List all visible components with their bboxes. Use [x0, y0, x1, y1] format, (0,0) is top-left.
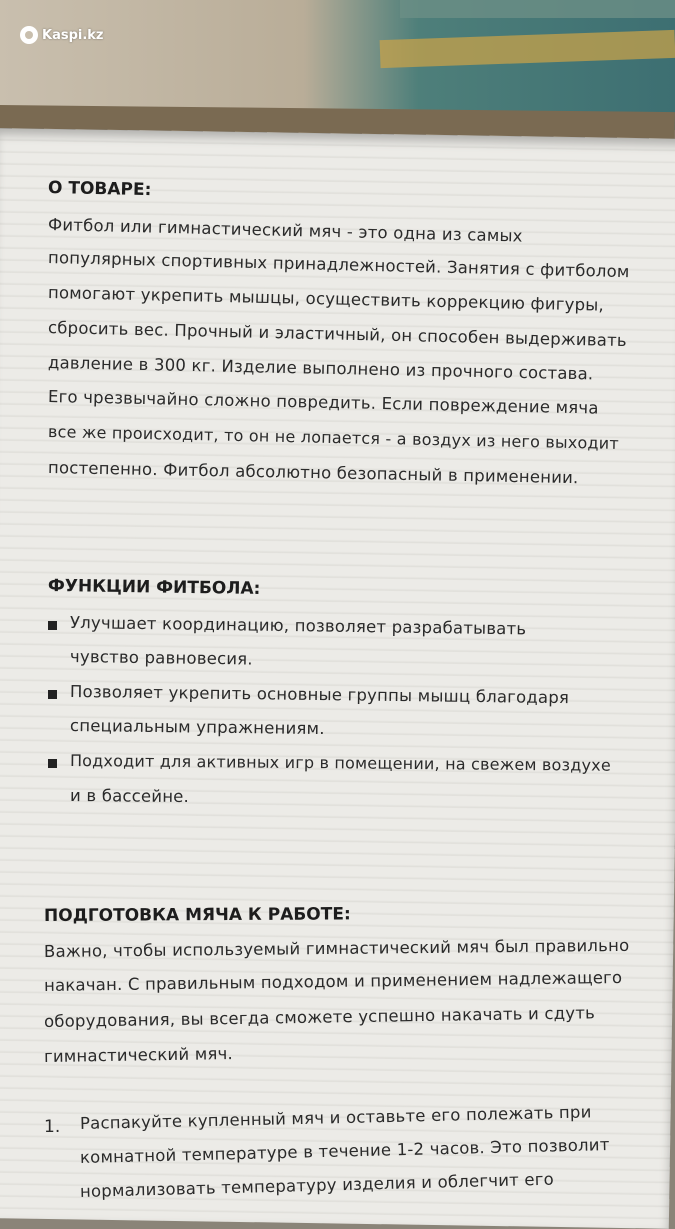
about-line-6: Его чрезвычайно сложно повредить. Если повреждение мяча	[47, 387, 599, 418]
about-line-5: давление в 300 кг. Изделие выполнено из прочного состава.	[47, 353, 594, 384]
about-line-2: популярных спортивных принадлежностей. Занятия с фитболом	[47, 248, 630, 282]
function-3-line-2: и в бассейне.	[69, 786, 190, 807]
bullet-2-icon	[48, 690, 57, 699]
bullet-1-icon	[48, 621, 57, 630]
function-3-line-1: Подходит для активных игр в помещении, на свежем воздухе	[69, 751, 612, 775]
functions-heading: ФУНКЦИИ ФИТБОЛА:	[47, 576, 261, 599]
function-1-line-2: чувство равновесия.	[69, 647, 253, 669]
step-1-line-1: Распакуйте купленный мяч и оставьте его полежать при	[79, 1102, 592, 1133]
step-1-number: 1.	[44, 1117, 61, 1137]
preparation-line-4: гимнастический мяч.	[43, 1044, 234, 1066]
watermark-text: Kaspi.kz	[42, 27, 104, 43]
function-1-line-1: Улучшает координацию, позволяет разрабатывать	[69, 613, 527, 639]
about-line-8: постепенно. Фитбол абсолютно безопасный в применении.	[47, 458, 579, 488]
function-2-line-2: специальным упражнениям.	[69, 716, 325, 739]
about-line-4: сбросить вес. Прочный и эластичный, он способен выдерживать	[47, 318, 628, 351]
about-line-3: помогают укрепить мышцы, осуществить коррекцию фигуры,	[47, 283, 605, 315]
step-1-line-2: комнатной температуре в течение 1-2 часов. Это позволит	[79, 1135, 610, 1167]
function-2-line-1: Позволяет укрепить основные группы мышц благодаря	[69, 682, 570, 708]
about-line-7: все же происходит, то он не лопается - а воздух из него выходит	[47, 422, 620, 453]
preparation-heading: ПОДГОТОВКА МЯЧА К РАБОТЕ:	[43, 904, 351, 926]
preparation-line-2: накачан. С правильным подходом и применением надлежащего	[43, 967, 623, 995]
preparation-line-1: Важно, чтобы используемый гимнастический мяч был правильно	[43, 935, 630, 961]
step-1-line-3: нормализовать температуру изделия и облегчит его	[79, 1169, 555, 1201]
bullet-3-icon	[48, 759, 57, 768]
about-line-1: Фитбол или гимнастический мяч - это одна из самых	[47, 215, 523, 246]
about-heading: О ТОВАРЕ:	[47, 178, 152, 201]
preparation-line-3: оборудования, вы всегда сможете успешно накачать и сдуть	[43, 1003, 596, 1031]
